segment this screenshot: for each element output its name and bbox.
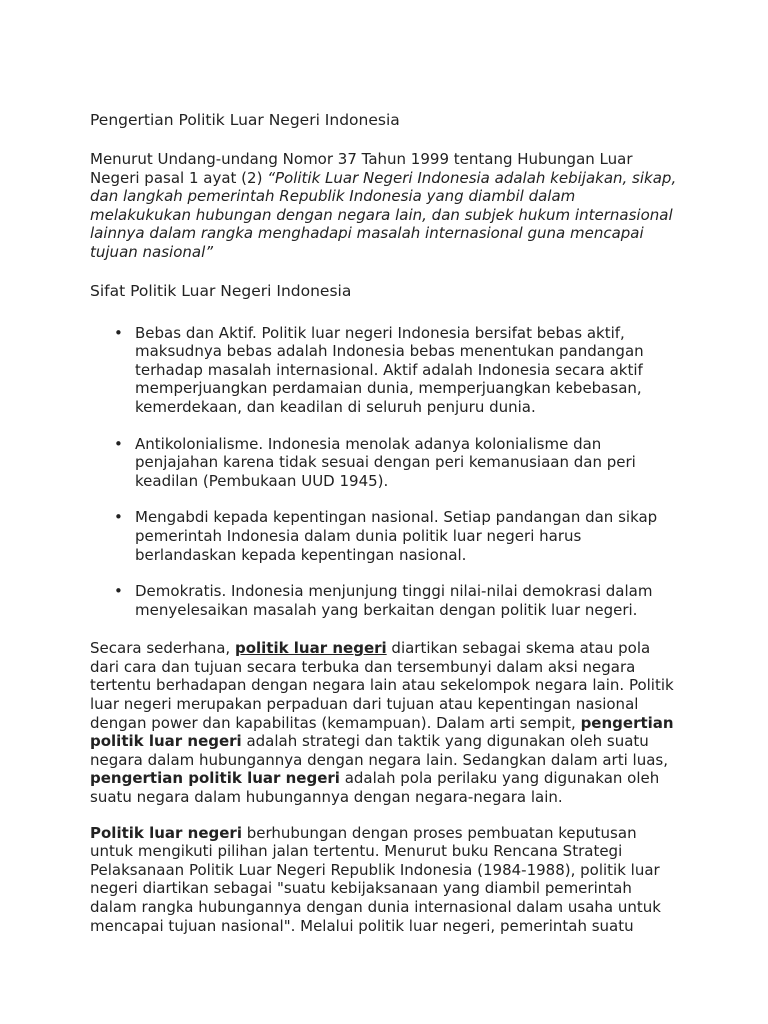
- politik-luar-negeri-link[interactable]: politik luar negeri: [234, 639, 387, 658]
- intro-paragraph: [90, 150, 678, 262]
- intro-quote: “Politik Luar Negeri Indonesia adalah kebijakan, sikap, dan langkah pemerintah Republik Indonesia yang diambil dalam melakukukan hubungan dengan negara lain, dan subjek hukum internasional lainnya dalam rangka menghadapi masalah internasional guna mencapai tujuan nasional”: [90, 168, 677, 261]
- paragraph-text: Secara sederhana,: [90, 639, 235, 658]
- document-title: Pengertian Politik Luar Negeri Indonesia: [90, 111, 400, 129]
- bold-term: pengertian politik luar negeri: [90, 713, 674, 751]
- paragraph-text: berhubungan dengan proses pembuatan keputusan untuk mengikuti pilihan jalan tertentu. Menurut buku Rencana Strategi Pelaksanaan Politik Luar Negeri Republik Indonesia (1984-1988), politik luar negeri diartikan sebagai "suatu kebijaksanaan yang diambil pemerintah dalam rangka hubungannya dengan dunia internasional dalam usaha untuk mencapai tujuan nasional". Melalui politik luar negeri, pemerintah suatu: [90, 823, 661, 935]
- definition-paragraph: [90, 639, 678, 806]
- list-item: • Mengabdi kepada kepentingan nasional. Setiap pandangan dan sikap pemerintah Indonesia dalam dunia politik luar negeri harus berlandaskan kepada kepentingan nasional.: [135, 508, 678, 564]
- paragraph-text: diartikan sebagai skema atau pola dari cara dan tujuan secara terbuka dan tersembunyi dalam aksi negara tertentu berhadapan dengan negara lain atau sekelompok negara lain. Politik luar negeri merupakan perpaduan dari tujuan atau kepentingan nasional dengan power dan kapabilitas (kemampuan). Dalam arti sempit,: [90, 639, 674, 732]
- intro-text: Menurut Undang-undang Nomor 37 Tahun 1999 tentang Hubungan Luar Negeri pasal 1 ayat (2): [90, 150, 633, 187]
- decision-paragraph: [90, 824, 678, 936]
- list-item: • Demokratis. Indonesia menjunjung tinggi nilai-nilai demokrasi dalam menyelesaikan masalah yang berkaitan dengan politik luar negeri.: [135, 582, 678, 619]
- bold-term: Politik luar negeri: [90, 823, 242, 842]
- bullet-list: [90, 324, 678, 620]
- paragraph-text: adalah pola perilaku yang digunakan oleh suatu negara dalam hubungannya dengan negara-negara lain.: [90, 769, 660, 807]
- section-title: Sifat Politik Luar Negeri Indonesia: [90, 281, 352, 300]
- list-item: • Antikolonialisme. Indonesia menolak adanya kolonialisme dan penjajahan karena tidak sesuai dengan peri kemanusiaan dan peri keadilan (Pembukaan UUD 1945).: [135, 435, 678, 491]
- list-item: • Bebas dan Aktif. Politik luar negeri Indonesia bersifat bebas aktif, maksudnya bebas adalah Indonesia bebas menentukan pandangan terhadap masalah internasional. Aktif adalah Indonesia secara aktif memperjuangkan perdamaian dunia, memperjuangkan kebebasan, kemerdekaan, dan keadilan di seluruh penjuru dunia.: [135, 324, 678, 417]
- paragraph-text: adalah strategi dan taktik yang digunakan oleh suatu negara dalam hubungannya dengan negara lain. Sedangkan dalam arti luas,: [90, 732, 668, 769]
- bold-term: pengertian politik luar negeri: [90, 769, 340, 788]
